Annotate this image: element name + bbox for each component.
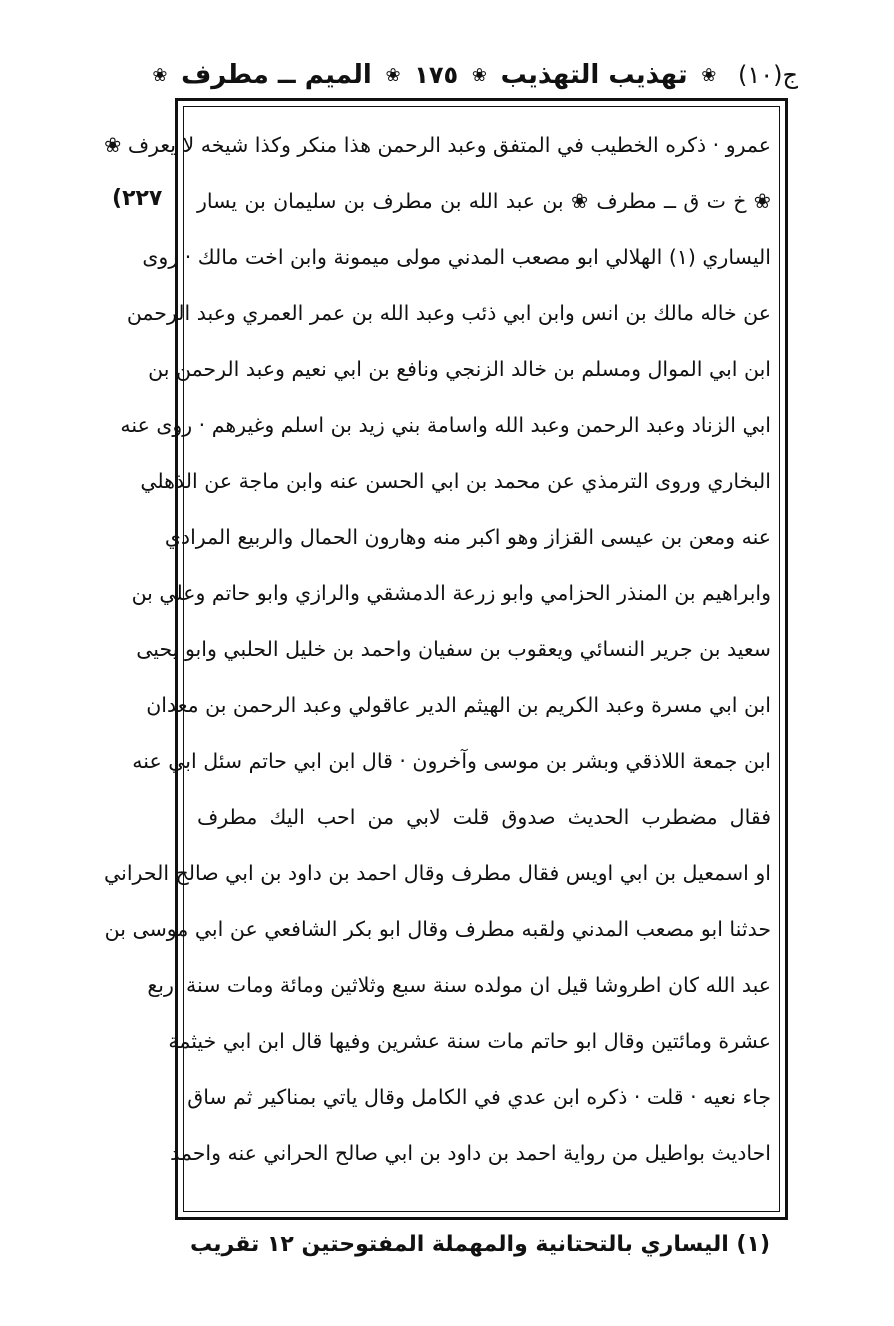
text-line: سعيد بن جرير النسائي ويعقوب بن سفيان واحمد بن خليل الحلبي وابو يحيى (136, 637, 771, 661)
text-line: عنه ومعن بن عيسى القزاز وهو اكبر منه وهارون الحمال والربيع المرادي (164, 525, 771, 549)
text-line: البخاري وروى الترمذي عن محمد بن ابي الحسن عنه وابن ماجة عن الذهلي (140, 469, 771, 493)
text-line: حدثنا ابو مصعب المدني ولقبه مطرف وقال ابو بكر الشافعي عن ابي موسى بن (104, 917, 771, 941)
page-header (152, 60, 798, 100)
footnote: (١) اليساري بالتحتانية والمهملة المفتوحتين ١٢ تقريب (189, 1232, 770, 1257)
text-line: عشرة ومائتين وقال ابو حاتم مات سنة عشرين وفيها قال ابن ابي خيثمة (168, 1029, 771, 1053)
text-line: او اسمعيل بن ابي اويس فقال مطرف وقال احمد بن داود بن ابي صالح الحراني (104, 861, 771, 885)
text-line: عن خاله مالك بن انس وابن ابي ذئب وعبد الله بن عمر العمري وعبد الرحمن (126, 301, 771, 325)
book-title: تهذيب التهذيب (500, 60, 688, 90)
section-title: الميم ــ مطرف (181, 60, 372, 90)
text-line: فقال مضطرب الحديث صدوق قلت لابي من احب اليك مطرف (197, 805, 771, 829)
ornament-icon: ❀ (471, 64, 487, 86)
text-line: ابن ابي مسرة وعبد الكريم بن الهيثم الدير عاقولي وعبد الرحمن بن معدان (146, 693, 771, 717)
ornament-icon: ❀ (152, 64, 168, 86)
text-line: ابي الزناد وعبد الرحمن وعبد الله واسامة بني زيد بن اسلم وغيرهم · روى عنه (120, 413, 771, 437)
text-line: عبد الله كان اطروشا قيل ان مولده سنة سبع وثلاثين ومائة ومات سنة اربع (147, 973, 771, 997)
text-line: ❀ خ ت ق ــ مطرف ❀ بن عبد الله بن مطرف بن سليمان بن يسار (197, 189, 771, 213)
margin-number: ٢٢٧) (112, 186, 163, 211)
volume-label: ج(١٠) (737, 61, 798, 89)
ornament-icon: ❀ (701, 64, 717, 86)
text-line: ابن جمعة اللاذقي وبشر بن موسى وآخرون · قال ابن ابي حاتم سئل ابي عنه (132, 749, 771, 773)
text-line: اليساري (١) الهلالي ابو مصعب المدني مولى ميمونة وابن اخت مالك · روى (142, 245, 771, 269)
text-line: وابراهيم بن المنذر الحزامي وابو زرعة الدمشقي والرازي وابو حاتم وعلي بن (131, 581, 771, 605)
text-line: ابن ابي الموال ومسلم بن خالد الزنجي ونافع بن ابي نعيم وعبد الرحمن بن (148, 357, 771, 381)
text-line: عمرو · ذكره الخطيب في المتفق وعبد الرحمن هذا منكر وكذا شيخه لا يعرف ❀ (104, 133, 771, 157)
page-number: ١٧٥ (414, 61, 459, 89)
text-line: جاء نعيه · قلت · ذكره ابن عدي في الكامل وقال ياتي بمناكير ثم ساق (187, 1085, 771, 1109)
text-line: احاديث بواطيل من رواية احمد بن داود بن ابي صالح الحراني عنه واحمد (170, 1141, 771, 1165)
ornament-icon: ❀ (385, 64, 401, 86)
